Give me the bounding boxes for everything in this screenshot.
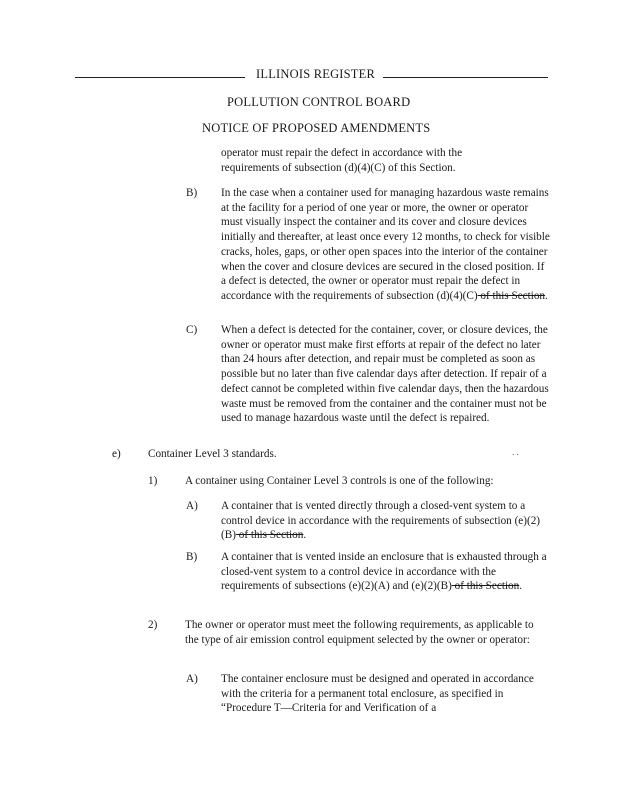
paragraph-2 (185, 618, 547, 647)
board-title: POLLUTION CONTROL BOARD (227, 95, 411, 109)
margin-mark: . . (512, 447, 519, 457)
header-rule-left (75, 77, 245, 78)
paragraph-C-text: When a defect is detected for the container, cover, or closure devices, the owner or operator must make first efforts at repair of the defect no later than 24 hours after detection, and repair must be completed as soon as possible but no later than five calendar days after detection. If repair of a defect cannot be completed within five calendar days, then the hazardous waste must be removed from the container and the container must not be used to manage hazardous waste until the defect is repaired. (221, 324, 549, 425)
paragraph-B (221, 186, 551, 304)
paragraph-B-struck: of this Section (477, 289, 546, 302)
register-title: ILLINOIS REGISTER (256, 67, 376, 81)
paragraph-1A-text: A container that is vented directly through a closed-vent system to a control device in accordance with the requirements of subsection (e)(2)(B) (221, 500, 541, 542)
paragraph-1A-end: . (303, 529, 307, 542)
paragraph-1A-struck: of this Section (235, 529, 304, 542)
continuation-paragraph (221, 146, 479, 175)
continuation-text: operator must repair the defect in accordance with the requirements of subsection (d)(4)(C) of this Section. (221, 147, 463, 174)
paragraph-2-text: The owner or operator must meet the following requirements, as applicable to the type of air emission control equipment selected by the owner or operator: (185, 619, 534, 646)
section-label-e: e) (112, 448, 121, 460)
paragraph-1B (221, 550, 549, 594)
section-e-heading: Container Level 3 standards. (148, 448, 277, 460)
paragraph-1A (221, 499, 547, 543)
paragraph-C (221, 323, 549, 426)
item-label-2: 2) (148, 619, 158, 631)
paragraph-1B-struck: of this Section (451, 580, 520, 593)
paragraph-2A (221, 672, 539, 716)
item-label-1: 1) (148, 475, 158, 487)
item-label-B: B) (186, 187, 198, 199)
paragraph-1B-end: . (519, 580, 523, 593)
item-label-1B: B) (186, 551, 198, 563)
paragraph-1B-text: A container that is vented inside an enclosure that is exhausted through a closed-vent system to a control device in accordance with the requirements of subsections (e)(2)(A) and (e)(2)(B) (221, 551, 547, 593)
paragraph-2A-text: The container enclosure must be designed and operated in accordance with the criteria for a permanent total enclosure, as specified in “Procedure T—Criteria for and Verification of a (221, 673, 534, 715)
item-label-C: C) (186, 324, 198, 336)
item-1-text: A container using Container Level 3 controls is one of the following: (185, 475, 494, 487)
item-label-1A: A) (186, 500, 198, 512)
notice-title: NOTICE OF PROPOSED AMENDMENTS (202, 121, 431, 135)
header-rule-right (383, 77, 548, 78)
paragraph-B-end: . (545, 289, 548, 302)
paragraph-B-text: In the case when a container used for managing hazardous waste remains at the facility for a period of one year or more, the owner or operator must visually inspect the container and its cover and closure devices initially and thereafter, at least once every 12 months, to check for visible cracks, holes, gaps, or other open spaces into the interior of the container when the cover and closure devices are secured in the closed position. If a defect is detected, the owner or operator must repair the defect in accordance with the requirements of subsection (d)(4)(C) (221, 187, 550, 302)
item-label-2A: A) (186, 673, 198, 685)
